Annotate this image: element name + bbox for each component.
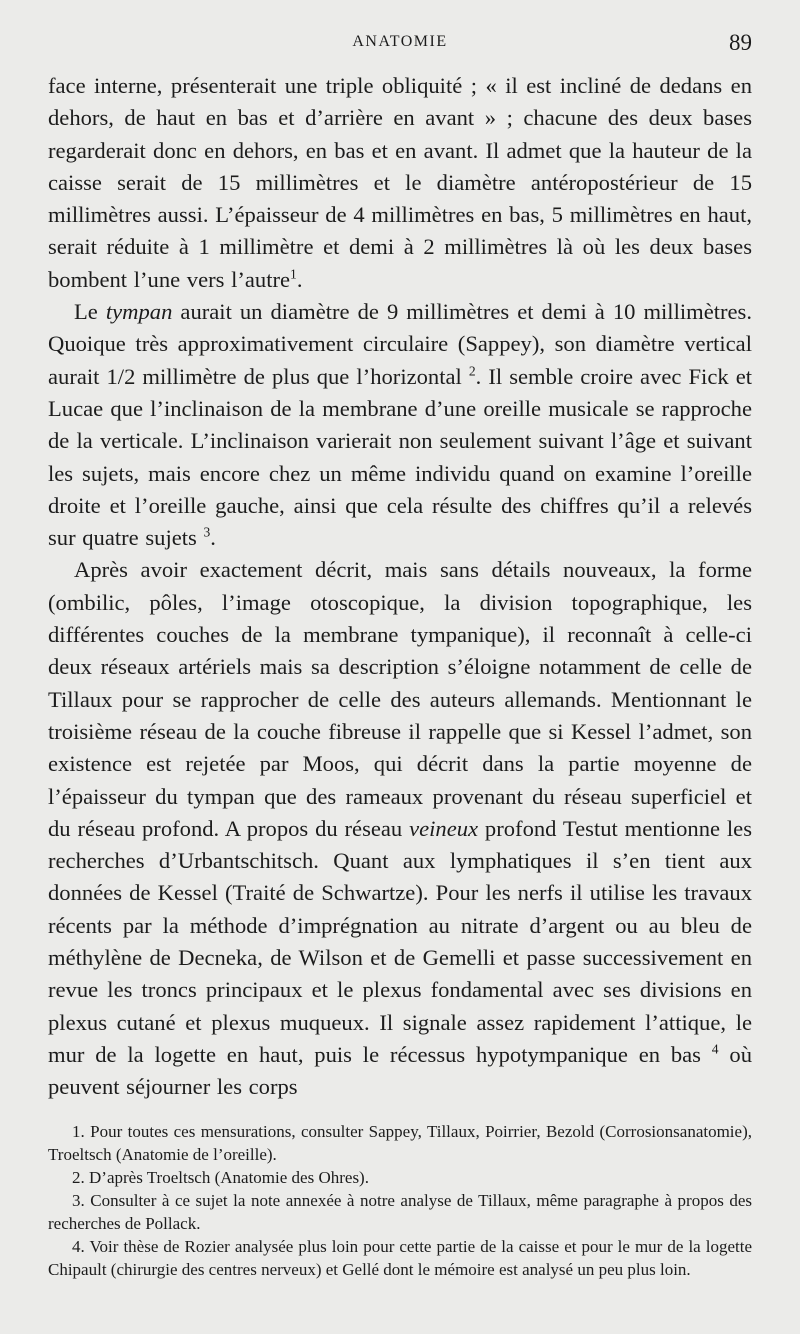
page-number: 89 bbox=[729, 30, 752, 55]
body-text bbox=[48, 70, 752, 1104]
footnotes bbox=[48, 1120, 752, 1281]
paragraph: Après avoir exactement décrit, mais sans détails nouveaux, la forme (ombilic, pôles, l’image otoscopique, la division topographique, les différentes couches de la membrane tympanique), il reconnaît à celle-ci deux réseaux artériels mais sa description s’éloigne notamment de celle de Tillaux pour se rapprocher de celle des auteurs allemands. Mentionnant le troisième réseau de la couche fibreuse il rappelle que si Kessel l’admet, son existence est rejetée par Moos, qui décrit dans la partie moyenne de l’épaisseur du tympan que des rameaux provenant du réseau superficiel et du réseau profond. A propos du réseau veineux profond Testut mentionne les recherches d’Urbantschitsch. Quant aux lymphatiques il s’en tient aux données de Kessel (Traité de Schwartze). Pour les nerfs il utilise les travaux récents par la méthode d’imprégnation au nitrate d’argent ou au bleu de méthylène de Decneka, de Wilson et de Gemelli et passe successivement en revue les troncs principaux et le plexus fondamental avec ses divisions en plexus cutané et plexus muqueux. Il signale assez rapidement l’attique, le mur de la logette en haut, puis le récessus hypotympanique en bas $^4$ où peuvent séjourner les corps bbox=[48, 557, 752, 1100]
footnote: 2. D’après Troeltsch (Anatomie des Ohres). bbox=[72, 1168, 369, 1187]
emphasized-term: tympan bbox=[105, 299, 173, 325]
emphasized-term: veineux bbox=[409, 815, 479, 841]
footnote: 4. Voir thèse de Rozier analysée plus loin pour cette partie de la caisse et pour le mur de la logette Chipault (chirurgie des centres nerveux) et Gellé dont le mémoire est analysé un peu plus loin. bbox=[48, 1237, 752, 1279]
paragraph: Le tympan aurait un diamètre de 9 millimètres et demi à 10 millimètres. Quoique très approximativement circulaire (Sappey), son diamètre vertical aurait 1/2 millimètre de plus que l’horizontal $^2$. Il semble croire avec Fick et Lucae que l’inclinaison de la membrane d’une oreille musicale se rapproche de la verticale. L’inclinaison varierait non seulement suivant l’âge et suivant les sujets, mais encore chez un même individu quand on examine l’oreille droite et l’oreille gauche, ainsi que cela résulte des chiffres qu’il a relevés sur quatre sujets $^3$. bbox=[48, 299, 753, 551]
footnote-ref: 2 bbox=[468, 363, 476, 379]
running-head: ANATOMIE bbox=[352, 33, 448, 50]
paragraph: face interne, présenterait une triple obliquité ; « il est incliné de dedans en dehors, de haut en bas et d’arrière en avant » ; chacune des deux bases regarderait donc en dehors, en bas et en avant. Il admet que la hauteur de la caisse serait de 15 millimètres et le diamètre antéropostérieur de 15 millimètres aussi. L’épaisseur de 4 millimètres en bas, 5 millimètres en haut, serait réduite à 1 millimètre et demi à 2 millimètres là où les deux bases bombent l’une vers l’autre$^1$. bbox=[48, 73, 752, 292]
footnote-ref: 1 bbox=[290, 266, 297, 282]
footnote: 1. Pour toutes ces mensurations, consulter Sappey, Tillaux, Poirrier, Bezold (Corrosionsanatomie), Troeltsch (Anatomie de l’oreille). bbox=[48, 1122, 752, 1164]
footnote: 3. Consulter à ce sujet la note annexée à notre analyse de Tillaux, même paragraphe à propos des recherches de Pollack. bbox=[48, 1191, 752, 1233]
footnote-ref: 4 bbox=[711, 1041, 719, 1057]
footnote-ref: 3 bbox=[203, 524, 211, 540]
page-header bbox=[48, 30, 752, 60]
